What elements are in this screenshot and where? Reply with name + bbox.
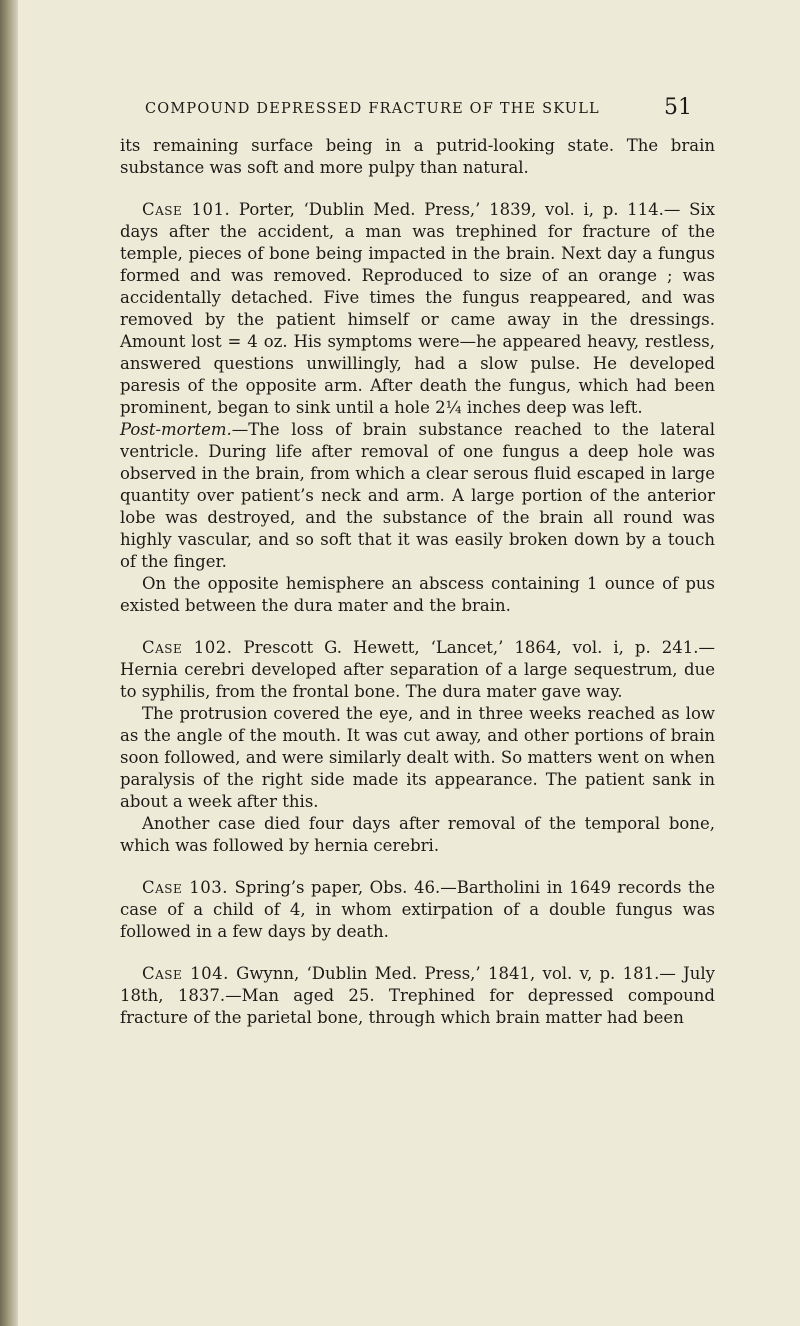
paragraph-text: Another case died four days after removal of the temporal bone, which was followed by hernia cerebri. xyxy=(120,814,715,855)
body-text xyxy=(120,135,715,1029)
case-101-paragraph xyxy=(120,199,715,419)
case-104-paragraph xyxy=(120,963,715,1029)
case-103-paragraph xyxy=(120,877,715,943)
paragraph-text: Prescott G. Hewett, ‘Lancet,’ 1864, vol. i, p. 241.— Hernia cerebri developed after separation of a large sequestrum, due to syphilis, from the frontal bone. The dura mater gave way. xyxy=(120,638,715,701)
abscess-paragraph xyxy=(120,573,715,617)
post-mortem-lead: Post-mortem. xyxy=(120,420,232,439)
paragraph-text: The protrusion covered the eye, and in three weeks reached as low as the angle of the mouth. It was cut away, and other portions of brain soon followed, and were similarly dealt with. So matters went on when paralysis of the right side made its appearance. The patient sank in about a week after this. xyxy=(120,704,715,811)
paragraph-text: Gwynn, ‘Dublin Med. Press,’ 1841, vol. v, p. 181.— July 18th, 1837.—Man aged 25. Trephined for depressed compound fracture of the parietal bone, through which brain matter had been xyxy=(120,964,715,1027)
page-number: 51 xyxy=(664,95,692,120)
paragraph-text: its remaining surface being in a putrid-looking state. The brain substance was soft and more pulpy than natural. xyxy=(120,136,715,177)
post-mortem-paragraph xyxy=(120,419,715,573)
case-label: Case 104. xyxy=(142,964,229,983)
case-102-paragraph xyxy=(120,637,715,703)
paragraph-continuation xyxy=(120,135,715,179)
paragraph-text: —The loss of brain substance reached to the lateral ventricle. During life after removal of one fungus a deep hole was observed in the brain, from which a clear serous fluid escaped in large quantity over patient’s neck and arm. A large portion of the anterior lobe was destroyed, and the substance of the brain all round was highly vascular, and so soft that it was easily broken down by a touch of the finger. xyxy=(120,420,715,571)
running-title: COMPOUND DEPRESSED FRACTURE OF THE SKULL xyxy=(145,101,600,117)
paragraph-text: Spring’s paper, Obs. 46.—Bartholini in 1649 records the case of a child of 4, in whom extirpation of a double fungus was followed in a few days by death. xyxy=(120,878,715,941)
running-head xyxy=(145,95,700,127)
protrusion-paragraph xyxy=(120,703,715,813)
case-label: Case 102. xyxy=(142,638,233,657)
paragraph-text: Porter, ‘Dublin Med. Press,’ 1839, vol. i, p. 114.— Six days after the accident, a man was trephined for fracture of the temple, pieces of bone being impacted in the brain. Next day a fungus formed and was removed. Reproduced to size of an orange ; was accidentally detached. Five times the fungus reappeared, and was removed by the patient himself or came away in the dressings. Amount lost = 4 oz. His symptoms were—he appeared heavy, restless, answered questions unwillingly, had a slow pulse. He developed paresis of the opposite arm. After death the fungus, which had been prominent, began to sink until a hole 2¼ inches deep was left. xyxy=(120,200,715,417)
another-case-paragraph xyxy=(120,813,715,857)
case-label: Case 101. xyxy=(142,200,231,219)
paragraph-text: On the opposite hemisphere an abscess containing 1 ounce of pus existed between the dura mater and the brain. xyxy=(120,574,715,615)
case-label: Case 103. xyxy=(142,878,229,897)
